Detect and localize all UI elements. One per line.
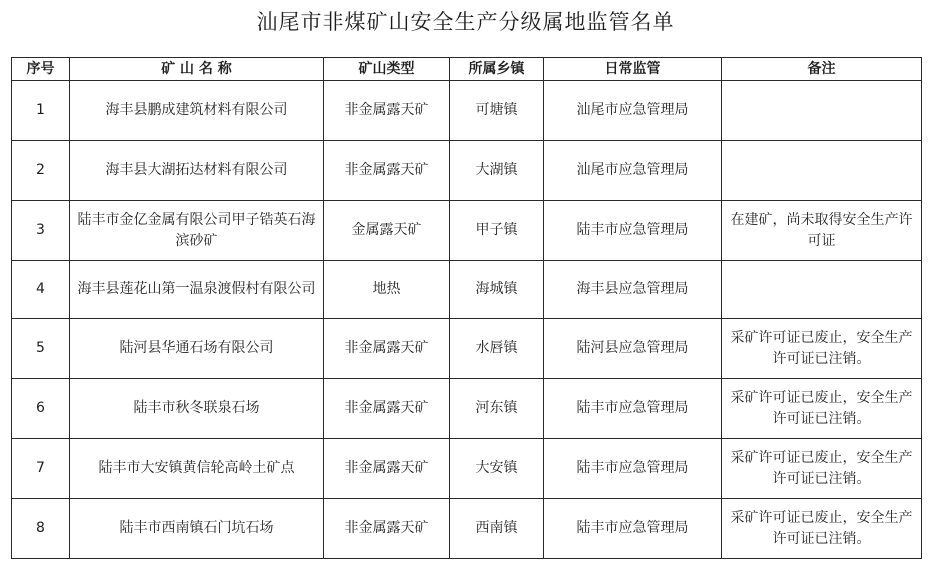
- table-row: [12, 499, 922, 559]
- cell-mine-type: 金属露天矿: [324, 201, 450, 261]
- cell-index: 3: [12, 201, 70, 261]
- cell-mine-name: 海丰县大湖拓达材料有限公司: [70, 141, 324, 201]
- cell-town: 西南镇: [450, 499, 544, 559]
- cell-mine-type: 非金属露天矿: [324, 319, 450, 379]
- page-title: 汕尾市非煤矿山安全生产分级属地监管名单: [256, 10, 675, 34]
- cell-remark: 采矿许可证已废止，安全生产许可证已注销。: [722, 379, 922, 439]
- cell-remark: [722, 261, 922, 319]
- cell-mine-type: 非金属露天矿: [324, 439, 450, 499]
- cell-town: 大湖镇: [450, 141, 544, 201]
- cell-remark: [722, 81, 922, 141]
- cell-mine-name: 陆河县华通石场有限公司: [70, 319, 324, 379]
- cell-mine-type: 地热: [324, 261, 450, 319]
- cell-supervisor: 汕尾市应急管理局: [544, 141, 722, 201]
- cell-remark: [722, 141, 922, 201]
- header-supervisor: 日常监管: [544, 58, 722, 81]
- table-row: [12, 261, 922, 319]
- cell-town: 海城镇: [450, 261, 544, 319]
- table-header-row: [12, 58, 922, 81]
- cell-index: 8: [12, 499, 70, 559]
- cell-supervisor: 陆河县应急管理局: [544, 319, 722, 379]
- cell-supervisor: 海丰县应急管理局: [544, 261, 722, 319]
- cell-mine-type: 非金属露天矿: [324, 141, 450, 201]
- cell-index: 7: [12, 439, 70, 499]
- cell-mine-type: 非金属露天矿: [324, 499, 450, 559]
- cell-supervisor: 陆丰市应急管理局: [544, 439, 722, 499]
- header-town: 所属乡镇: [450, 58, 544, 81]
- cell-index: 1: [12, 81, 70, 141]
- cell-index: 4: [12, 261, 70, 319]
- cell-index: 2: [12, 141, 70, 201]
- cell-town: 水唇镇: [450, 319, 544, 379]
- cell-remark: 采矿许可证已废止，安全生产许可证已注销。: [722, 499, 922, 559]
- cell-mine-type: 非金属露天矿: [324, 379, 450, 439]
- cell-remark: 采矿许可证已废止，安全生产许可证已注销。: [722, 439, 922, 499]
- cell-town: 大安镇: [450, 439, 544, 499]
- cell-remark: 在建矿，尚未取得安全生产许可证: [722, 201, 922, 261]
- table-row: [12, 201, 922, 261]
- cell-mine-name: 陆丰市秋冬联泉石场: [70, 379, 324, 439]
- cell-index: 5: [12, 319, 70, 379]
- cell-town: 可塘镇: [450, 81, 544, 141]
- cell-mine-name: 陆丰市西南镇石门坑石场: [70, 499, 324, 559]
- table-row: [12, 319, 922, 379]
- table-row: [12, 81, 922, 141]
- table-row: [12, 141, 922, 201]
- cell-town: 河东镇: [450, 379, 544, 439]
- cell-supervisor: 陆丰市应急管理局: [544, 379, 722, 439]
- cell-mine-name: 海丰县莲花山第一温泉渡假村有限公司: [70, 261, 324, 319]
- header-remark: 备注: [722, 58, 922, 81]
- header-name: 矿 山 名 称: [70, 58, 324, 81]
- cell-mine-name: 陆丰市大安镇黄信轮高岭土矿点: [70, 439, 324, 499]
- cell-mine-type: 非金属露天矿: [324, 81, 450, 141]
- cell-index: 6: [12, 379, 70, 439]
- cell-remark: 采矿许可证已废止，安全生产许可证已注销。: [722, 319, 922, 379]
- cell-town: 甲子镇: [450, 201, 544, 261]
- header-type: 矿山类型: [324, 58, 450, 81]
- cell-supervisor: 汕尾市应急管理局: [544, 81, 722, 141]
- cell-mine-name: 陆丰市金亿金属有限公司甲子锆英石海滨砂矿: [70, 201, 324, 261]
- cell-supervisor: 陆丰市应急管理局: [544, 201, 722, 261]
- mine-supervision-table: [11, 57, 922, 559]
- table-row: [12, 439, 922, 499]
- cell-mine-name: 海丰县鹏成建筑材料有限公司: [70, 81, 324, 141]
- table-row: [12, 379, 922, 439]
- header-index: 序号: [12, 58, 70, 81]
- cell-supervisor: 陆丰市应急管理局: [544, 499, 722, 559]
